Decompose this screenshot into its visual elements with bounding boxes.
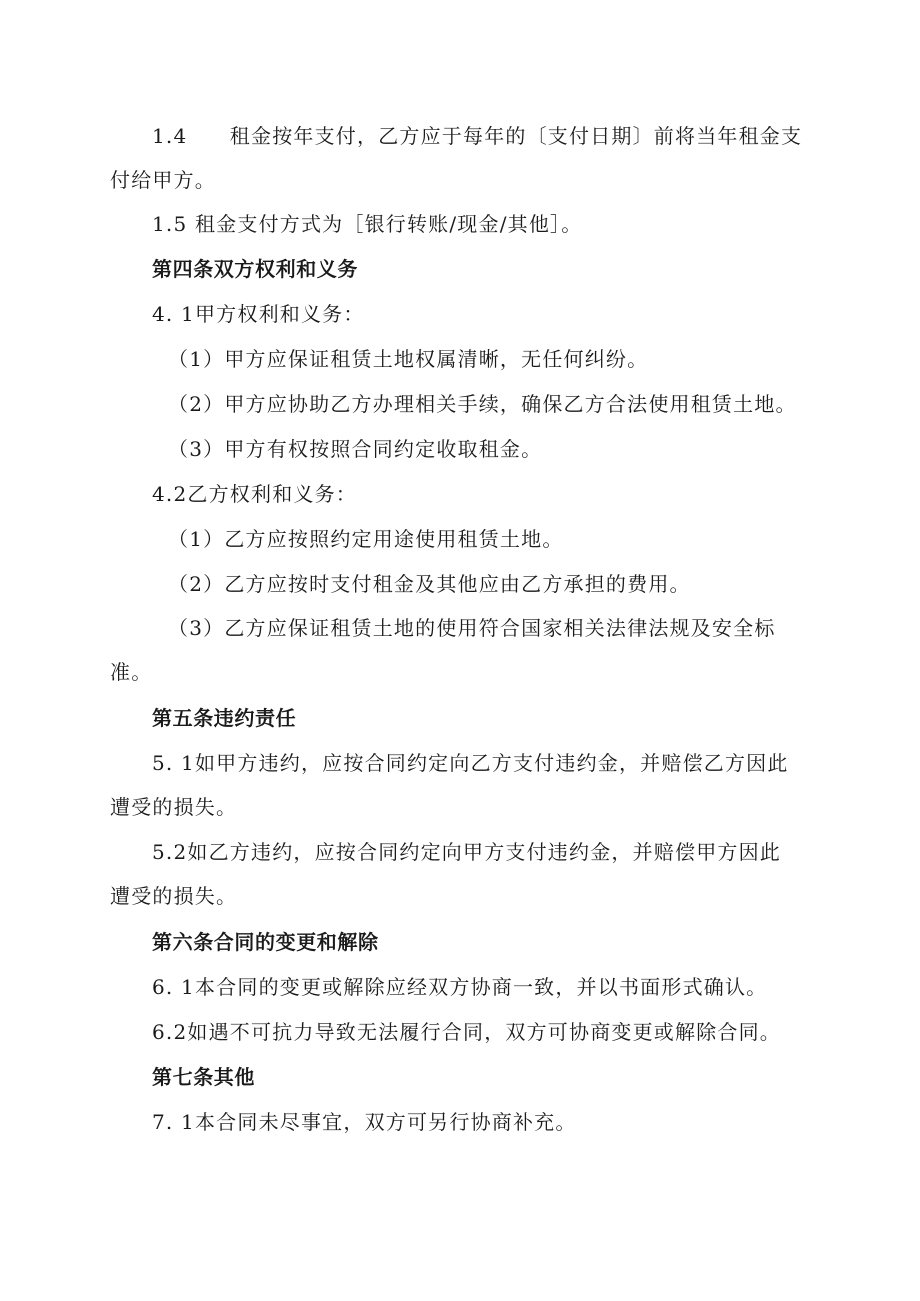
clause-4-2-title: 4.2乙方权利和义务：: [152, 482, 358, 506]
section-heading-6: 第六条合同的变更和解除: [152, 930, 379, 954]
clause-5-2-line-2: 遭受的损失。: [110, 884, 238, 908]
clause-1-4-line-1: 1.4 租金按年支付，乙方应于每年的〔支付日期〕前将当年租金支: [152, 124, 803, 148]
section-heading-7: 第七条其他: [152, 1065, 255, 1089]
section-heading-5: 第五条违约责任: [152, 706, 297, 730]
clause-4-1-item-1: （1）甲方应保证租赁土地权属清晰，无任何纠纷。: [168, 347, 649, 371]
clause-4-2-item-3-line-1: （3）乙方应保证租赁土地的使用符合国家相关法律法规及安全标: [168, 616, 776, 640]
clause-4-2-item-2: （2）乙方应按时支付租金及其他应由乙方承担的费用。: [168, 572, 691, 596]
clause-1-5: 1.5 租金支付方式为［银行转账/现金/其他］。: [152, 212, 583, 236]
clause-4-1-item-2: （2）甲方应协助乙方办理相关手续，确保乙方合法使用租赁土地。: [168, 392, 797, 416]
clause-4-2-item-1: （1）乙方应按照约定用途使用租赁土地。: [168, 527, 564, 551]
clause-1-4-line-2: 付给甲方。: [110, 168, 216, 192]
clause-4-2-item-3-line-2: 准。: [110, 660, 153, 684]
clause-5-2-line-1: 5.2如乙方违约，应按合同约定向甲方支付违约金，并赔偿甲方因此: [152, 840, 782, 864]
clause-4-1-item-3: （3）甲方有权按照合同约定收取租金。: [168, 437, 543, 461]
clause-5-1-line-1: 5. 1如甲方违约，应按合同约定向乙方支付违约金，并赔偿乙方因此: [152, 751, 789, 775]
clause-6-2: 6.2如遇不可抗力导致无法履行合同，双方可协商变更或解除合同。: [152, 1020, 782, 1044]
clause-5-1-line-2: 遭受的损失。: [110, 795, 238, 819]
clause-7-1: 7. 1本合同未尽事宜，双方可另行协商补充。: [152, 1110, 577, 1134]
clause-4-1-title: 4. 1甲方权利和义务：: [152, 302, 365, 326]
section-heading-4: 第四条双方权利和义务: [152, 257, 358, 281]
clause-6-1: 6. 1本合同的变更或解除应经双方协商一致，并以书面形式确认。: [152, 975, 768, 999]
